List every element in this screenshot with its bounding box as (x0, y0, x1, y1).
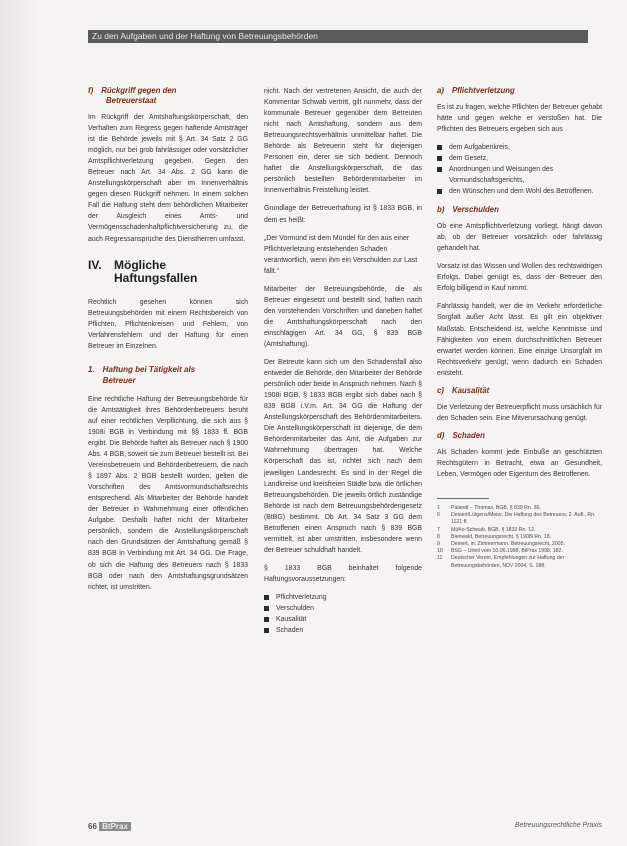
list-item: Pflichtverletzung (264, 592, 422, 603)
paragraph: Grundlage der Betreuerhaftung ist § 1833 BGB, in dem es heißt: (264, 205, 422, 224)
column-left (88, 86, 248, 600)
paragraph: Fahrlässig handelt, wer die im Verkehr erforderliche Sorgfalt außer Acht lässt. Es gilt ein objektiver Maßstab. Entscheidend ist, welche Kenntnisse und Fähigkeiten von einem durchschnittlichen Betreuer erwartet werden können. Eine einzige Unsorgfalt im Rechtsverkehr genügt, wenn dadurch ein Schaden entsteht. (437, 303, 602, 377)
list-item: dem Aufgabenkreis, (437, 142, 602, 153)
bullet-icon (437, 189, 442, 194)
subsection-heading-1 (88, 364, 248, 386)
column-middle (264, 86, 422, 644)
list-item: dem Gesetz, (437, 153, 602, 164)
section-title-line2: Haftungsfallen (114, 270, 198, 285)
column-right (437, 86, 602, 570)
footnote: 8 Bienwald, Betreuungsrecht, § 1908i Rn. 18. (437, 533, 552, 540)
journal-name: Betreuungsrechtliche Praxis (514, 822, 602, 829)
footnote: 11 Deutscher Verein, Empfehlungen zur Haftung der Betreuungsbehörden, NDV 2004, S. 188. (437, 555, 565, 569)
heading-f-index: f) (88, 86, 94, 95)
bullet-icon (437, 167, 442, 172)
subsection-number: 1. (88, 364, 95, 374)
footnote: 7 MüKo-Schwab, BGB, § 1833 Rn. 12. (437, 526, 536, 533)
heading-f-line1: Rückgriff gegen den (101, 86, 177, 95)
footnote: 1 Palandt – Thomas, BGB, § 839 Rn. 36. (437, 504, 541, 511)
running-header-title: Zu den Aufgaben und der Haftung von Betreuungsbehörden (92, 31, 318, 41)
section-number: IV. (88, 257, 102, 272)
heading-b: b) Verschulden (437, 205, 499, 215)
heading-c: c) Kausalität (437, 385, 490, 395)
heading-a: a) Pflichtverletzung (437, 86, 515, 95)
page-number-value: 66 (88, 822, 97, 831)
page-number (88, 822, 131, 831)
paragraph: nicht. Nach der vertretenen Ansicht, die auch der Kommentar Schwab vertritt, gilt nunmehr, dass der kommunale Betreuer gegenüber dem Betreuten nicht nach Amtshaftung, sondern aus dem Betreuungsrechtsverhältnis unmittelbar haftet. Die Behörde als Betreuerin steht für diejenigen Personen ein, derer sie sich bedient. Dennoch haftet die Anstellungskörperschaft, die das persönlich bestellten Behördenmitarbeiter im Innenverhältnis Freistellung leistet. (264, 88, 422, 195)
paragraph: § 1833 BGB beinhaltet folgende Haftungsvoraussetzungen: (264, 564, 422, 583)
running-header (88, 30, 588, 43)
list-item: den Wünschen und dem Wohl des Betroffenen. (437, 186, 602, 197)
list-item: Verschulden (264, 603, 422, 614)
heading-f-line2: Betreuerstaat (106, 96, 157, 105)
bullet-icon (437, 145, 442, 150)
paragraph: Mitarbeiter der Betreuungsbehörde, die als Betreuer eingesetzt und bestellt sind, haften nach den vorstehenden Vorschriften und daneben haftet die Amtshaftungskörperschaft nach den einschlägigen Art. 34 GG, § 839 BGB (Amtshaftung). (264, 285, 422, 348)
paragraph: Als Schaden kommt jede Einbuße an geschützten Rechtsgütern in Betracht, etwa an Gesundheit, Leben, Vermögen oder Eigentum des Betroffenen. (437, 448, 602, 478)
paragraph: Ob eine Amtspflichtverletzung vorliegt, hängt davon ab, ob der Betreuer vorsätzlich oder fahrlässig gehandelt hat. (437, 223, 602, 253)
list-item: Kausalität (264, 614, 422, 625)
paragraph: Es ist zu fragen, welche Pflichten der Betreuer gehabt hätte und gegen welche er verstoßen hat. Die Pflichten des Betreuers ergeben sich aus (437, 104, 602, 134)
statute-quote: „Der Vormund ist dem Mündel für den aus einer Pflichtverletzung entstehenden Schaden verantwortlich, wenn ihm ein Verschulden zur Last fällt.“ (264, 234, 418, 275)
subsection-title-line1: Haftung bei Tätigkeit als (102, 364, 196, 374)
paragraph: Eine rechtliche Haftung der Betreuungsbehörde für die Amtstätigkeit ihres Behördenbetreuers beruht auf einer rechtlichen Verpflichtung, die sich aus § 1908i BGB in Verbindung mit §§ 1833 ff. BGB ergibt. Die Behörde haftet als Betreuer nach § 1900 Abs. 4 BGB, soweit sie zum Betreuer bestellt ist. Bei Vereinsbetreuern und Behördenbetreuern, die nach § 1897 Abs. 2 BGB bestellt wurden, gelten die Vorschriften des Amtsvormundschaftsrechts entsprechend. Als Mitarbeiter der Behörde handelt der Betreuer in Wahrnehmung einer öffentlichen Aufgabe. Deshalb haftet nicht der Mitarbeiter persönlich, sondern die Anstellungskörperschaft nach den Grundsätzen der Amtshaftung gemäß § 839 BGB in Verbindung mit Art. 34 GG. Die Frage, ob sich die Haftung des Betreuers nach § 1833 BGB oder nach den Amtshaftungsgrundsätzen richtet, ist umstritten. (88, 395, 248, 591)
paragraph: Rechtlich gesehen können sich Betreuungsbehörden mit einem Rechtsbereich von Pflichten, Pflichtenkreisen und Fehlern, von Verfahrensfehlern und der Haftung für einen Betreuer im Einzelnen. (88, 298, 248, 350)
bullet-icon (264, 595, 269, 600)
footnote: 9 Deinert, in: Zimmermann, Betreuungsrecht, 2005. (437, 541, 565, 547)
heading-d: d) Schaden (437, 430, 485, 440)
bullet-icon (437, 156, 442, 161)
journal-tag: BtPrax (99, 822, 131, 831)
paragraph: Die Verletzung der Betreuerpflicht muss ursächlich für den Schaden sein. Eine Mitverursachung genügt. (437, 403, 602, 422)
bullet-icon (264, 628, 269, 633)
paragraph: Im Rückgriff der Amtshaftungskörperschaft, den Verhalten zum Regress gegen haftende Amtsträger ist die Behörde jeweils mit § Art. 34 Satz 2 GG möglich, nur bei grob fahrlässiger oder vorsätzlicher Amtspflichtverletzung gegeben. Gegen den Betreuer nach Art. 34 Abs. 2 GG kann die Anstellungskörperschaft aber im Innenverhältnis gegen diesen Rückgriff nehmen. In einem solchen Fall die Haftung steht dem behördlichen Mitarbeiter der Ausgleich eines Amts- und Vermögensschadenhaftpflichtversicherung zu, die auch Regressansprüche des Dienstherren umfasst. (88, 114, 248, 243)
scan-edge-shadow (0, 0, 40, 846)
footnotes (437, 505, 602, 570)
list-item: Schaden (264, 625, 422, 636)
paragraph: Der Betreute kann sich um den Schadensfall also entweder die Behörde, den Mitarbeiter der Behörde persönlich oder beide in Anspruch nehmen. Nach § 1908i BGB, § 1833 BGB ergibt sich dabei nach § 839 BGB i.V.m. Art. 34 GG die Haftung der Anstellungskörperschaft des Behördenmitarbeiters. Die Anstellungskörperschaft ist diejenige, die dem Behördenmitarbeiter das Amt, die Aufgaben zur Wahrnehmung übertragen hat. Welche Körperschaft das ist, richtet sich nach dem jeweiligen Landesrecht. Es sind in der Regel die Landkreise und kreisfreien Städte bzw. die örtlichen Betreuungsbehörden. Die jeweils örtlich zuständige Behörde ist nach dem Betreuungsbehördengesetz (BtBG) bestimmt. Ob Art. 34 Satz 3 GG dem Betroffenen einen Anspruch nach § 839 BGB vermittelt, ist aber umstritten, insbesondere wenn der Betreuer schuldhaft handelt. (264, 359, 422, 554)
subsection-title-line2: Betreuer (102, 375, 136, 385)
bullet-icon (264, 617, 269, 622)
duty-source-list (437, 142, 602, 197)
footnote-divider (437, 498, 489, 499)
section-heading-iv (88, 259, 248, 285)
section-title-line1: Mögliche (114, 257, 167, 272)
footnote: 6 Deinert/Lütgens/Meier, Die Haftung des Betreuers, 2. Aufl., Rn. 1121 ff. (437, 512, 596, 526)
list-item: Anordnungen und Weisungen des Vormundschaftsgerichts, (437, 164, 602, 186)
heading-f (88, 86, 248, 106)
paragraph: Vorsatz ist das Wissen und Wollen des rechtswidrigen Erfolgs. Dabei genügt es, dass der Betreuer den Erfolg billigend in Kauf nimmt. (437, 263, 602, 293)
requirements-list (264, 592, 422, 636)
footnote: 10 BSG – Urteil vom 10.06.1998, BtPrax 1998, 182. (437, 548, 563, 555)
bullet-icon (264, 606, 269, 611)
